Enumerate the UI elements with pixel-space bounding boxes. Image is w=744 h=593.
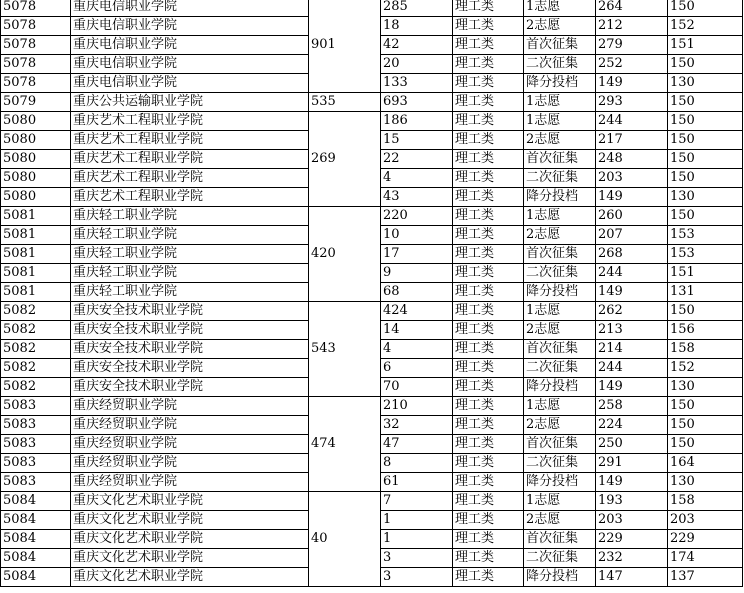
school-code-cell: 5084 [1, 492, 71, 511]
subject-type-cell: 理工类 [453, 454, 524, 473]
school-code-cell: 5083 [1, 397, 71, 416]
school-code-cell: 5082 [1, 378, 71, 397]
school-name-cell: 重庆文化艺术职业学院 [71, 492, 309, 511]
volunteer-round-cell: 降分投档 [524, 378, 596, 397]
highest-score-cell: 207 [596, 226, 668, 245]
school-name-cell: 重庆轻工职业学院 [71, 226, 309, 245]
highest-score-cell: 250 [596, 435, 668, 454]
lowest-score-cell: 152 [668, 17, 743, 36]
admitted-count-cell: 133 [381, 74, 453, 93]
lowest-score-cell: 153 [668, 226, 743, 245]
lowest-score-cell: 130 [668, 378, 743, 397]
lowest-score-cell: 150 [668, 150, 743, 169]
school-name-cell: 重庆安全技术职业学院 [71, 302, 309, 321]
highest-score-cell: 264 [596, 0, 668, 17]
subject-type-cell: 理工类 [453, 530, 524, 549]
school-code-cell: 5081 [1, 207, 71, 226]
school-name-cell: 重庆文化艺术职业学院 [71, 549, 309, 568]
highest-score-cell: 149 [596, 74, 668, 93]
volunteer-round-cell: 2志愿 [524, 511, 596, 530]
volunteer-round-cell: 首次征集 [524, 530, 596, 549]
school-name-cell: 重庆经贸职业学院 [71, 435, 309, 454]
plan-count-cell: 901 [309, 0, 381, 93]
highest-score-cell: 244 [596, 264, 668, 283]
subject-type-cell: 理工类 [453, 435, 524, 454]
volunteer-round-cell: 2志愿 [524, 321, 596, 340]
table-row [1, 0, 743, 17]
admitted-count-cell: 18 [381, 17, 453, 36]
volunteer-round-cell: 1志愿 [524, 112, 596, 131]
volunteer-round-cell: 1志愿 [524, 397, 596, 416]
lowest-score-cell: 203 [668, 511, 743, 530]
plan-count-cell: 269 [309, 112, 381, 207]
school-name-cell: 重庆文化艺术职业学院 [71, 568, 309, 587]
highest-score-cell: 232 [596, 549, 668, 568]
school-code-cell: 5082 [1, 302, 71, 321]
subject-type-cell: 理工类 [453, 416, 524, 435]
school-code-cell: 5081 [1, 226, 71, 245]
highest-score-cell: 268 [596, 245, 668, 264]
admitted-count-cell: 43 [381, 188, 453, 207]
admitted-count-cell: 70 [381, 378, 453, 397]
volunteer-round-cell: 降分投档 [524, 283, 596, 302]
school-name-cell: 重庆电信职业学院 [71, 74, 309, 93]
admitted-count-cell: 17 [381, 245, 453, 264]
admitted-count-cell: 68 [381, 283, 453, 302]
school-name-cell: 重庆轻工职业学院 [71, 283, 309, 302]
admitted-count-cell: 3 [381, 549, 453, 568]
school-code-cell: 5083 [1, 435, 71, 454]
subject-type-cell: 理工类 [453, 93, 524, 112]
admitted-count-cell: 22 [381, 150, 453, 169]
admitted-count-cell: 220 [381, 207, 453, 226]
subject-type-cell: 理工类 [453, 359, 524, 378]
school-code-cell: 5082 [1, 321, 71, 340]
school-name-cell: 重庆文化艺术职业学院 [71, 511, 309, 530]
table-body [1, 0, 743, 587]
lowest-score-cell: 150 [668, 207, 743, 226]
volunteer-round-cell: 降分投档 [524, 473, 596, 492]
school-code-cell: 5083 [1, 454, 71, 473]
school-code-cell: 5081 [1, 283, 71, 302]
school-name-cell: 重庆艺术工程职业学院 [71, 188, 309, 207]
school-name-cell: 重庆电信职业学院 [71, 0, 309, 17]
subject-type-cell: 理工类 [453, 321, 524, 340]
highest-score-cell: 293 [596, 93, 668, 112]
school-code-cell: 5078 [1, 36, 71, 55]
volunteer-round-cell: 首次征集 [524, 36, 596, 55]
school-code-cell: 5078 [1, 0, 71, 17]
admitted-count-cell: 20 [381, 55, 453, 74]
admitted-count-cell: 424 [381, 302, 453, 321]
highest-score-cell: 229 [596, 530, 668, 549]
lowest-score-cell: 150 [668, 397, 743, 416]
subject-type-cell: 理工类 [453, 397, 524, 416]
lowest-score-cell: 150 [668, 112, 743, 131]
highest-score-cell: 214 [596, 340, 668, 359]
plan-count-cell: 535 [309, 93, 381, 112]
school-code-cell: 5084 [1, 568, 71, 587]
lowest-score-cell: 153 [668, 245, 743, 264]
lowest-score-cell: 158 [668, 492, 743, 511]
highest-score-cell: 244 [596, 112, 668, 131]
volunteer-round-cell: 2志愿 [524, 131, 596, 150]
school-name-cell: 重庆电信职业学院 [71, 17, 309, 36]
lowest-score-cell: 150 [668, 0, 743, 17]
school-name-cell: 重庆安全技术职业学院 [71, 378, 309, 397]
volunteer-round-cell: 1志愿 [524, 207, 596, 226]
volunteer-round-cell: 1志愿 [524, 93, 596, 112]
highest-score-cell: 262 [596, 302, 668, 321]
table-row [1, 207, 743, 226]
admitted-count-cell: 693 [381, 93, 453, 112]
admitted-count-cell: 14 [381, 321, 453, 340]
school-name-cell: 重庆文化艺术职业学院 [71, 530, 309, 549]
subject-type-cell: 理工类 [453, 207, 524, 226]
lowest-score-cell: 137 [668, 568, 743, 587]
highest-score-cell: 149 [596, 378, 668, 397]
lowest-score-cell: 150 [668, 302, 743, 321]
subject-type-cell: 理工类 [453, 226, 524, 245]
subject-type-cell: 理工类 [453, 568, 524, 587]
subject-type-cell: 理工类 [453, 549, 524, 568]
admitted-count-cell: 10 [381, 226, 453, 245]
school-code-cell: 5080 [1, 131, 71, 150]
table-row [1, 492, 743, 511]
subject-type-cell: 理工类 [453, 283, 524, 302]
volunteer-round-cell: 二次征集 [524, 264, 596, 283]
volunteer-round-cell: 二次征集 [524, 359, 596, 378]
admitted-count-cell: 1 [381, 530, 453, 549]
lowest-score-cell: 156 [668, 321, 743, 340]
school-code-cell: 5078 [1, 17, 71, 36]
lowest-score-cell: 131 [668, 283, 743, 302]
highest-score-cell: 149 [596, 188, 668, 207]
lowest-score-cell: 130 [668, 74, 743, 93]
admitted-count-cell: 42 [381, 36, 453, 55]
subject-type-cell: 理工类 [453, 0, 524, 17]
volunteer-round-cell: 2志愿 [524, 416, 596, 435]
subject-type-cell: 理工类 [453, 378, 524, 397]
lowest-score-cell: 150 [668, 435, 743, 454]
table-row [1, 112, 743, 131]
volunteer-round-cell: 二次征集 [524, 169, 596, 188]
admitted-count-cell: 4 [381, 340, 453, 359]
subject-type-cell: 理工类 [453, 17, 524, 36]
admitted-count-cell: 61 [381, 473, 453, 492]
school-name-cell: 重庆经贸职业学院 [71, 416, 309, 435]
school-code-cell: 5084 [1, 549, 71, 568]
highest-score-cell: 203 [596, 511, 668, 530]
subject-type-cell: 理工类 [453, 264, 524, 283]
volunteer-round-cell: 1志愿 [524, 0, 596, 17]
volunteer-round-cell: 二次征集 [524, 55, 596, 74]
subject-type-cell: 理工类 [453, 74, 524, 93]
table-row [1, 397, 743, 416]
volunteer-round-cell: 首次征集 [524, 245, 596, 264]
plan-count-cell: 474 [309, 397, 381, 492]
school-name-cell: 重庆艺术工程职业学院 [71, 150, 309, 169]
admitted-count-cell: 285 [381, 0, 453, 17]
volunteer-round-cell: 首次征集 [524, 150, 596, 169]
lowest-score-cell: 130 [668, 473, 743, 492]
admitted-count-cell: 32 [381, 416, 453, 435]
lowest-score-cell: 151 [668, 36, 743, 55]
volunteer-round-cell: 首次征集 [524, 340, 596, 359]
plan-count-cell: 420 [309, 207, 381, 302]
table-row [1, 302, 743, 321]
school-name-cell: 重庆经贸职业学院 [71, 397, 309, 416]
subject-type-cell: 理工类 [453, 473, 524, 492]
highest-score-cell: 252 [596, 55, 668, 74]
school-code-cell: 5083 [1, 416, 71, 435]
school-name-cell: 重庆电信职业学院 [71, 36, 309, 55]
admitted-count-cell: 210 [381, 397, 453, 416]
volunteer-round-cell: 首次征集 [524, 435, 596, 454]
school-code-cell: 5080 [1, 112, 71, 131]
lowest-score-cell: 158 [668, 340, 743, 359]
highest-score-cell: 279 [596, 36, 668, 55]
school-code-cell: 5081 [1, 245, 71, 264]
highest-score-cell: 193 [596, 492, 668, 511]
admitted-count-cell: 9 [381, 264, 453, 283]
lowest-score-cell: 229 [668, 530, 743, 549]
subject-type-cell: 理工类 [453, 150, 524, 169]
school-name-cell: 重庆安全技术职业学院 [71, 321, 309, 340]
volunteer-round-cell: 二次征集 [524, 549, 596, 568]
school-name-cell: 重庆经贸职业学院 [71, 454, 309, 473]
subject-type-cell: 理工类 [453, 188, 524, 207]
admitted-count-cell: 6 [381, 359, 453, 378]
subject-type-cell: 理工类 [453, 302, 524, 321]
lowest-score-cell: 150 [668, 55, 743, 74]
lowest-score-cell: 174 [668, 549, 743, 568]
subject-type-cell: 理工类 [453, 112, 524, 131]
lowest-score-cell: 150 [668, 416, 743, 435]
lowest-score-cell: 150 [668, 169, 743, 188]
admitted-count-cell: 7 [381, 492, 453, 511]
highest-score-cell: 244 [596, 359, 668, 378]
school-code-cell: 5080 [1, 169, 71, 188]
admitted-count-cell: 186 [381, 112, 453, 131]
school-code-cell: 5079 [1, 93, 71, 112]
school-code-cell: 5084 [1, 530, 71, 549]
subject-type-cell: 理工类 [453, 340, 524, 359]
admitted-count-cell: 15 [381, 131, 453, 150]
lowest-score-cell: 150 [668, 93, 743, 112]
subject-type-cell: 理工类 [453, 55, 524, 74]
school-code-cell: 5078 [1, 74, 71, 93]
highest-score-cell: 248 [596, 150, 668, 169]
school-code-cell: 5084 [1, 511, 71, 530]
volunteer-round-cell: 2志愿 [524, 226, 596, 245]
school-name-cell: 重庆经贸职业学院 [71, 473, 309, 492]
volunteer-round-cell: 降分投档 [524, 74, 596, 93]
highest-score-cell: 217 [596, 131, 668, 150]
school-code-cell: 5083 [1, 473, 71, 492]
school-name-cell: 重庆轻工职业学院 [71, 207, 309, 226]
volunteer-round-cell: 1志愿 [524, 492, 596, 511]
school-name-cell: 重庆电信职业学院 [71, 55, 309, 74]
subject-type-cell: 理工类 [453, 169, 524, 188]
school-name-cell: 重庆轻工职业学院 [71, 264, 309, 283]
admitted-count-cell: 4 [381, 169, 453, 188]
school-code-cell: 5078 [1, 55, 71, 74]
highest-score-cell: 203 [596, 169, 668, 188]
highest-score-cell: 258 [596, 397, 668, 416]
subject-type-cell: 理工类 [453, 36, 524, 55]
lowest-score-cell: 151 [668, 264, 743, 283]
school-name-cell: 重庆轻工职业学院 [71, 245, 309, 264]
highest-score-cell: 260 [596, 207, 668, 226]
subject-type-cell: 理工类 [453, 131, 524, 150]
admitted-count-cell: 8 [381, 454, 453, 473]
plan-count-cell: 543 [309, 302, 381, 397]
school-name-cell: 重庆安全技术职业学院 [71, 340, 309, 359]
highest-score-cell: 149 [596, 283, 668, 302]
school-code-cell: 5082 [1, 359, 71, 378]
volunteer-round-cell: 降分投档 [524, 568, 596, 587]
lowest-score-cell: 130 [668, 188, 743, 207]
subject-type-cell: 理工类 [453, 245, 524, 264]
subject-type-cell: 理工类 [453, 492, 524, 511]
school-code-cell: 5080 [1, 188, 71, 207]
highest-score-cell: 291 [596, 454, 668, 473]
school-name-cell: 重庆艺术工程职业学院 [71, 112, 309, 131]
lowest-score-cell: 164 [668, 454, 743, 473]
lowest-score-cell: 152 [668, 359, 743, 378]
school-name-cell: 重庆安全技术职业学院 [71, 359, 309, 378]
school-code-cell: 5080 [1, 150, 71, 169]
admitted-count-cell: 47 [381, 435, 453, 454]
table-row [1, 93, 743, 112]
lowest-score-cell: 150 [668, 131, 743, 150]
school-name-cell: 重庆公共运输职业学院 [71, 93, 309, 112]
highest-score-cell: 224 [596, 416, 668, 435]
school-name-cell: 重庆艺术工程职业学院 [71, 169, 309, 188]
plan-count-cell: 40 [309, 492, 381, 587]
highest-score-cell: 213 [596, 321, 668, 340]
highest-score-cell: 147 [596, 568, 668, 587]
subject-type-cell: 理工类 [453, 511, 524, 530]
volunteer-round-cell: 2志愿 [524, 17, 596, 36]
volunteer-round-cell: 二次征集 [524, 454, 596, 473]
highest-score-cell: 212 [596, 17, 668, 36]
admitted-count-cell: 1 [381, 511, 453, 530]
volunteer-round-cell: 降分投档 [524, 188, 596, 207]
admitted-count-cell: 3 [381, 568, 453, 587]
school-name-cell: 重庆艺术工程职业学院 [71, 131, 309, 150]
volunteer-round-cell: 1志愿 [524, 302, 596, 321]
highest-score-cell: 149 [596, 473, 668, 492]
school-code-cell: 5082 [1, 340, 71, 359]
school-code-cell: 5081 [1, 264, 71, 283]
